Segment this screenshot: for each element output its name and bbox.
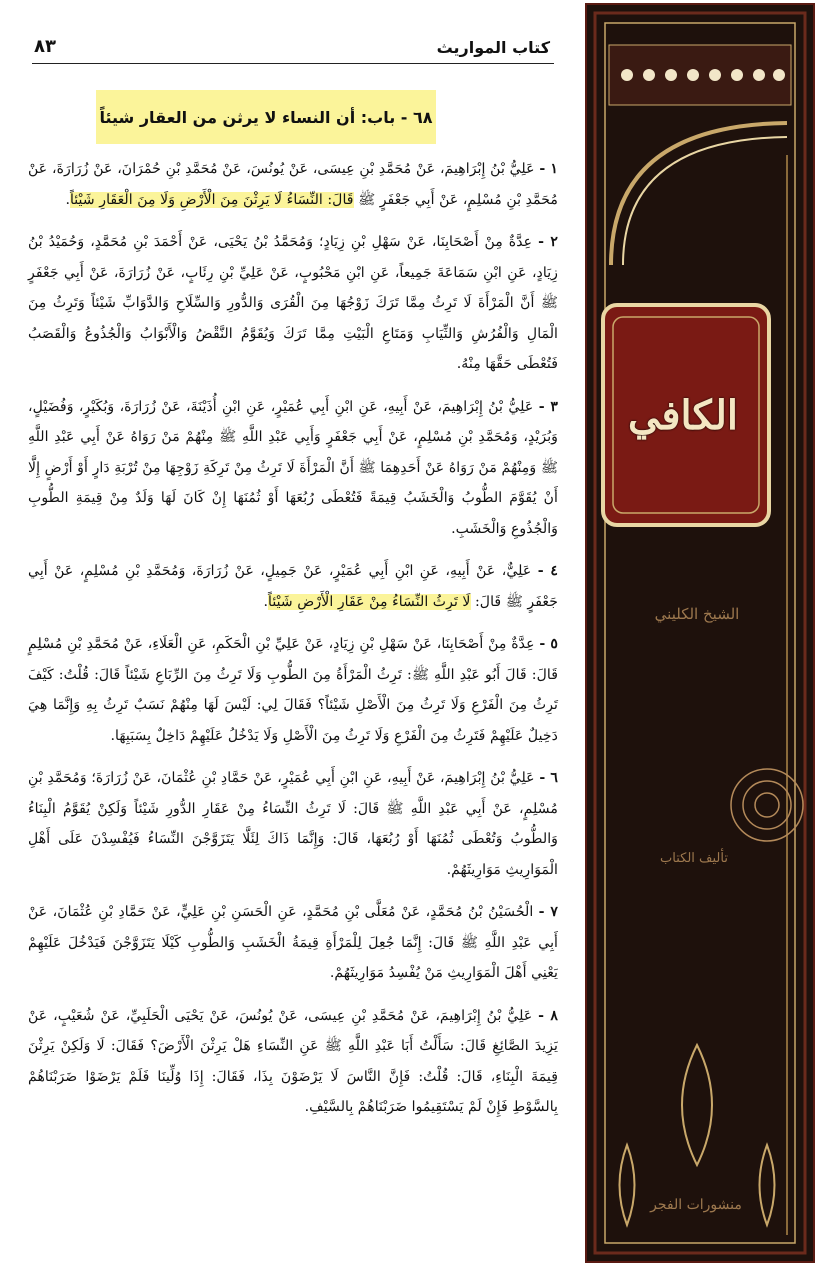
hadith-2 [28, 227, 558, 380]
hadith-5 [28, 629, 558, 751]
hadith-text: عَلِيُّ بْنُ إِبْرَاهِيمَ، عَنْ أَبِيهِ، عَنِ ابْنِ أَبِي عُمَيْرٍ، عَنْ حَمَّادِ بْنِ عُثْمَانَ، عَنْ زُرَارَةَ؛ وَمُحَمَّدِ بْنِ مُسْلِمٍ، عَنْ أَبِي عَبْدِ اللَّهِ ﷺ قَالَ: لَا تَرِثُ النِّسَاءُ مِنْ عَقَارِ الدُّورِ شَيْئاً وَلَكِنْ يُقَوَّمُ الْبِنَاءُ وَالطُّوبُ وَتُعْطَى ثُمُنَهَا أَوْ رُبُعَهَا، قَالَ: وَإِنَّمَا ذَاكَ لِئَلَّا يَتَزَوَّجْنَ النِّسَاءُ فَيُفْسِدْنَ عَلَى أَهْلِ الْمَوَارِيثِ مَوَارِيثَهُمْ. [28, 770, 558, 878]
cover-subtitle: تأليف الكتاب [660, 851, 728, 866]
hadith-1 [28, 154, 558, 215]
book-cover [585, 3, 815, 1263]
hadith-text: عَلِيُّ بْنُ إِبْرَاهِيمَ، عَنْ مُحَمَّدِ بْنِ عِيسَى، عَنْ يُونُسَ، عَنْ يَحْيَى الْحَلَبِيِّ، عَنْ شُعَيْبٍ، عَنْ يَزِيدَ الصَّائِغِ قَالَ: سَأَلْتُ أَبَا عَبْدِ اللَّهِ ﷺ عَنِ النِّسَاءِ هَلْ يَرِثْنَ الْأَرْضَ؟ فَقَالَ: لَا وَلَكِنْ يَرِثْنَ قِيمَةَ الْبِنَاءِ، قَالَ: قُلْتُ: فَإِنَّ النَّاسَ لَا يَرْضَوْنَ بِذَا، فَقَالَ: إِذَا وُلِّينَا فَلَمْ يَرْضَوْا ضَرَبْنَاهُمْ بِالسَّوْطِ فَإِنْ لَمْ يَسْتَقِيمُوا ضَرَبْنَاهُمْ بِالسَّيْفِ. [28, 1007, 558, 1115]
hadith-text: عِدَّةٌ مِنْ أَصْحَابِنَا، عَنْ سَهْلِ بْنِ زِيَادٍ؛ وَمُحَمَّدُ بْنُ يَحْيَى، عَنْ أَحْمَدَ بْنِ مُحَمَّدٍ، وَحُمَيْدُ بْنُ زِيَادٍ، عَنِ ابْنِ سَمَاعَةَ جَمِيعاً، عَنِ ابْنِ مَحْبُوبٍ، عَنْ عَلِيِّ بْنِ رِئَابٍ، عَنْ زُرَارَةَ، عَنْ أَبِي جَعْفَرٍ ﷺ أَنَّ الْمَرْأَةَ لَا تَرِثُ مِمَّا تَرَكَ زَوْجُهَا مِنَ الْقُرَى وَالدُّورِ وَالسِّلَاحِ وَالدَّوَابِّ شَيْئاً وَتَرِثُ مِنَ الْمَالِ وَالْفُرُشِ وَالثِّيَابِ وَمَتَاعِ الْبَيْتِ مِمَّا تَرَكَ وَيُقَوَّمُ النَّقْضُ وَالْأَبْوَابُ وَالْجُذُوعُ وَالْقَصَبُ فَتُعْطَى حَقَّهَا مِنْهُ. [28, 234, 558, 372]
hadith-text: عَلِيُّ بْنُ إِبْرَاهِيمَ، عَنْ أَبِيهِ، عَنِ ابْنِ أَبِي عُمَيْرٍ، عَنِ ابْنِ أُذَيْنَةَ، عَنْ زُرَارَةَ، وَبُكَيْرٍ، وَفُضَيْلٍ، وَبُرَيْدٍ، وَمُحَمَّدِ بْنِ مُسْلِمٍ، عَنْ أَبِي جَعْفَرٍ وَأَبِي عَبْدِ اللَّهِ ﷺ مِنْهُمْ مَنْ رَوَاهُ عَنْ أَبِي عَبْدِ اللَّهِ ﷺ وَمِنْهُمْ مَنْ رَوَاهُ عَنْ أَحَدِهِمَا ﷺ أَنَّ الْمَرْأَةَ لَا تَرِثُ مِنْ تَرِكَةِ زَوْجِهَا مِنْ تُرْبَةِ دَارٍ أَوْ أَرْضٍ إِلَّا أَنْ يُقَوَّمَ الطُّوبُ وَالْخَشَبُ قِيمَةً فَتُعْطَى رُبُعَهَا أَوْ ثُمُنَهَا إِنْ كَانَ لَهَا وَلَدٌ مِنْ قِيمَةِ الطُّوبِ وَالْجُذُوعِ وَالْخَشَبِ. [28, 398, 558, 537]
cover-title: الكافي [627, 391, 739, 439]
hadith-8 [28, 1001, 558, 1123]
hadith-number: ٨ - [538, 1007, 558, 1024]
hadith-text-end: . [65, 191, 70, 208]
running-head [32, 34, 554, 64]
hadith-number: ١ - [539, 161, 559, 177]
book-name: كتاب المواريث [436, 38, 550, 57]
cover-author: الشيخ الكليني [654, 605, 740, 623]
hadith-7 [28, 897, 558, 989]
hadith-text: عِدَّةٌ مِنْ أَصْحَابِنَا، عَنْ سَهْلِ بْنِ زِيَادٍ، عَنْ عَلِيِّ بْنِ الْحَكَمِ، عَنِ الْعَلَاءِ، عَنْ مُحَمَّدِ بْنِ مُسْلِمٍ قَالَ: قَالَ أَبُو عَبْدِ اللَّهِ ﷺ: تَرِثُ الْمَرْأَةُ مِنَ الطُّوبِ وَلَا تَرِثُ مِنَ الرِّبَاعِ شَيْئاً قَالَ: قُلْتُ: كَيْفَ تَرِثُ مِنَ الْفَرْعِ وَلَا تَرِثُ مِنَ الْأَصْلِ شَيْئاً؟ فَقَالَ لِي: لَيْسَ لَهَا مِنْهُمْ نَسَبٌ تَرِثُ بِهِ وَإِنَّمَا هِيَ دَخِيلٌ عَلَيْهِمْ فَتَرِثُ مِنَ الْفَرْعِ وَلَا تَرِثُ مِنَ الْأَصْلِ وَلَا يَدْخُلُ عَلَيْهِمْ دَاخِلٌ بِسَبَبِهَا. [28, 636, 558, 744]
hadith-number: ٢ - [538, 234, 558, 250]
cover-publisher: منشورات الفجر [650, 1197, 742, 1213]
hadith-number: ٤ - [537, 563, 558, 579]
hadith-text: الْحُسَيْنُ بْنُ مُحَمَّدٍ، عَنْ مُعَلَّى بْنِ مُحَمَّدٍ، عَنِ الْحَسَنِ بْنِ عَلِيٍّ، عَنْ حَمَّادِ بْنِ عُثْمَانَ، عَنْ أَبِي عَبْدِ اللَّهِ ﷺ قَالَ: إِنَّمَا جُعِلَ لِلْمَرْأَةِ قِيمَةُ الْخَشَبِ وَالطُّوبِ كَيْلَا يَتَزَوَّجْنَ فَيَدْخُلَ عَلَيْهِمْ يَعْنِي أَهْلَ الْمَوَارِيثِ مَنْ يُفْسِدُ مَوَارِيثَهُمْ. [28, 904, 558, 981]
hadith-3 [28, 392, 558, 545]
cover-ornament [587, 5, 813, 1261]
page-number: ٨٣ [34, 36, 56, 57]
hadith-6 [28, 763, 558, 885]
hadith-number: ٦ - [539, 770, 558, 786]
hadith-number: ٧ - [538, 904, 559, 920]
chapter-heading: ٦٨ - باب: أن النساء لا يرثن من العقار شيئاً [96, 90, 436, 144]
hadith-text-end: . [263, 593, 268, 610]
hadith-list [28, 154, 558, 1264]
hadith-number: ٣ - [538, 398, 559, 415]
hadith-4 [28, 556, 558, 617]
highlighted-text: قَالَ: النِّسَاءُ لَا يَرِثْنَ مِنَ الْأَرْضِ وَلَا مِنَ الْعَقَارِ شَيْئاً [69, 191, 354, 208]
hadith-text: عَلِيُّ بْنُ إِبْرَاهِيمَ، عَنْ مُحَمَّدِ بْنِ عِيسَى، عَنْ يُونُسَ، عَنْ مُحَمَّدِ بْنِ حُمْرَانَ، عَنْ زُرَارَةَ، عَنْ مُحَمَّدِ بْنِ مُسْلِمٍ، عَنْ أَبِي جَعْفَرٍ ﷺ [28, 161, 558, 208]
hadith-number: ٥ - [539, 636, 558, 652]
hadith-text: عَلِيٌّ، عَنْ أَبِيهِ، عَنِ ابْنِ أَبِي عُمَيْرٍ، عَنْ جَمِيلٍ، عَنْ زُرَارَةَ، وَمُحَمَّدِ بْنِ مُسْلِمٍ، عَنْ أَبِي جَعْفَرٍ ﷺ قَالَ: [28, 563, 558, 610]
highlighted-text: لَا تَرِثُ النِّسَاءُ مِنْ عَقَارِ الْأَرْضِ شَيْئاً [268, 593, 471, 610]
